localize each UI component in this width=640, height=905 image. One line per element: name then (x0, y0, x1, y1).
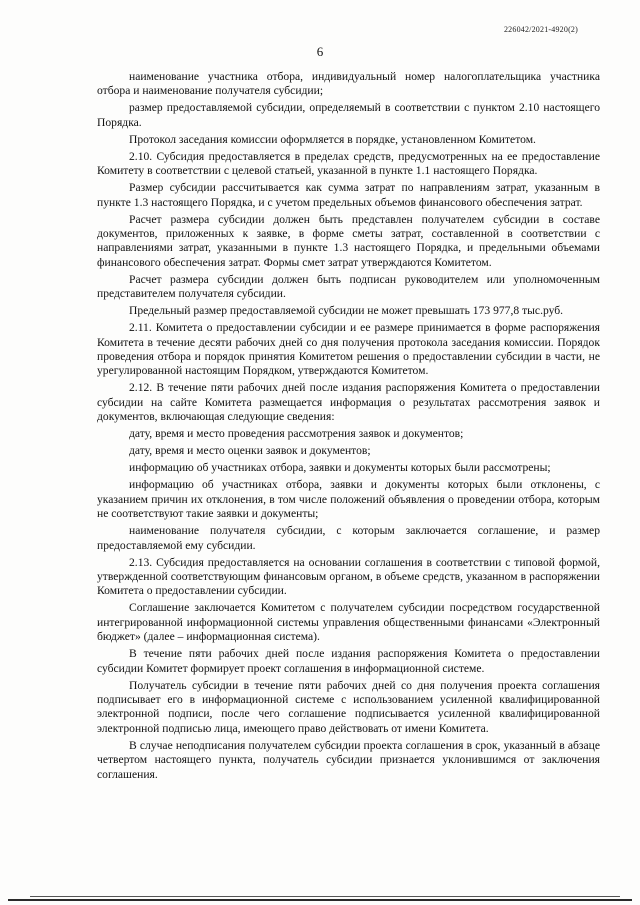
paragraph: Расчет размера субсидии должен быть представлен получателем субсидии в составе документов, приложенных к заявке, в форме сметы затрат, составленной в соответствии с направлениями затрат, указанными в пункте 1.3 настоящего Порядка, и предельными объемами финансового обеспечения затрат. Формы смет затрат утверждаются Комитетом. (97, 212, 600, 269)
paragraph: Размер субсидии рассчитывается как сумма затрат по направлениям затрат, указанным в пункте 1.3 настоящего Порядка, и с учетом предельных объемов финансового обеспечения затрат. (97, 181, 600, 209)
paragraph: наименование получателя субсидии, с которым заключается соглашение, и размер предоставляемой ему субсидии. (97, 524, 600, 552)
paragraph: В случае неподписания получателем субсидии проекта соглашения в срок, указанный в абзаце четвертом настоящего пункта, получатель субсидии признается уклонившимся от заключения соглашения. (97, 738, 600, 781)
paragraph: 2.10. Субсидия предоставляется в пределах средств, предусмотренных на ее предоставление Комитету в соответствии с целевой статьей, указанной в пункте 1.1 настоящего Порядка. (97, 149, 600, 178)
paragraph: Расчет размера субсидии должен быть подписан руководителем или уполномоченным представителем получателя субсидии. (97, 272, 600, 301)
paragraph: наименование участника отбора, индивидуальный номер налогоплательщика участника отбора и наименование получателя субсидии; (97, 70, 600, 98)
paragraph: В течение пяти рабочих дней после издания распоряжения Комитета о предоставлении субсидии Комитет формирует проект соглашения в информационной системе. (97, 647, 600, 675)
paragraph: размер предоставляемой субсидии, определяемый в соответствии с пунктом 2.10 настоящего Порядка. (97, 101, 600, 129)
paragraph: 2.11. Комитета о предоставлении субсидии и ее размере принимается в форме распоряжения Комитета в течение десяти рабочих дней со дня получения протокола заседания комиссии. Порядок проведения отбора и порядок принятия Комитетом решения о предоставлении субсидии в части, не урегулированной настоящим Порядком, утверждаются Комитетом. (97, 321, 600, 378)
document-id: 226042/2021-4920(2) (503, 25, 578, 34)
paragraph: Протокол заседания комиссии оформляется в порядке, установленном Комитетом. (129, 132, 536, 146)
paragraph: 2.13. Субсидия предоставляется на основании соглашения в соответствии с типовой формой, утвержденной соответствующим финансовым органом, в объеме средств, указанном в распоряжении Комитета о предоставлении субсидии. (97, 555, 600, 598)
paragraph: Получатель субсидии в течение пяти рабочих дней со дня получения проекта соглашения подписывает его в информационной системе с использованием усиленной квалифицированной электронной подписи, после чего соглашение подписывается усиленной квалифицированной электронной подписью лица, имеющего право действовать от имени Комитета. (97, 678, 600, 735)
paragraph: информацию об участниках отбора, заявки и документы которых были отклонены, с указанием причин их отклонения, в том числе положений объявления о проведении отбора, которым не соответствуют такие заявки и документы; (97, 478, 600, 521)
paragraph: 2.12. В течение пяти рабочих дней после издания распоряжения Комитета о предоставлении субсидии на сайте Комитета размещается информация о результатах рассмотрения заявок и документов, включающая следующие сведения: (97, 381, 600, 424)
scan-edge-line (8, 899, 632, 901)
page-number: 6 (316, 44, 324, 59)
document-body (97, 70, 600, 785)
paragraph: Соглашение заключается Комитетом с получателем субсидии посредством государственной интегрированной информационной системы управления общественными финансами «Электронный бюджет» (далее – информационная система). (97, 601, 600, 644)
scan-edge-line (30, 896, 620, 897)
paragraph: дату, время и место оценки заявок и документов; (129, 444, 371, 458)
paragraph: Предельный размер предоставляемой субсидии не может превышать 173 977,8 тыс.руб. (129, 304, 564, 318)
paragraph: дату, время и место проведения рассмотрения заявок и документов; (129, 427, 464, 441)
paragraph: информацию об участниках отбора, заявки и документы которых были рассмотрены; (129, 461, 551, 475)
